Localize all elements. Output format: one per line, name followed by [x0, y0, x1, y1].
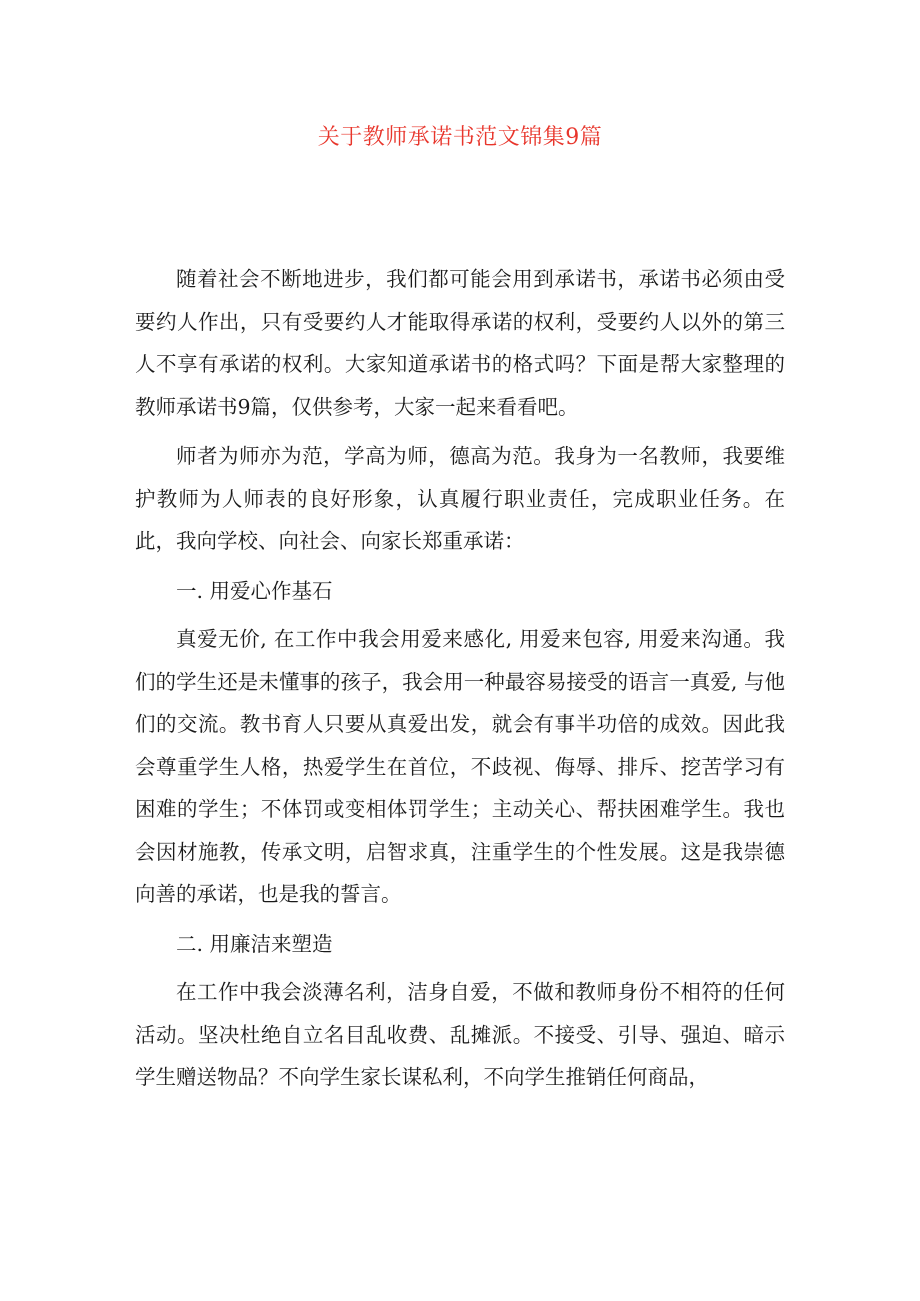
section-2-paragraph: 在工作中我会淡薄名利，洁身自爱，不做和教师身份不相符的任何活动。坚决杜绝自立名目乱收费、乱摊派。不接受、引导、强迫、暗示学生赠送物品？不向学生家长谋私利，不向学生推销任何商品， — [135, 980, 785, 1089]
document-body — [135, 258, 785, 1106]
document-title: 关于教师承诺书范文锦集9篇 — [317, 125, 603, 150]
section-heading-2: 二. 用廉洁来塑造 — [176, 931, 333, 956]
pledge-paragraph: 师者为师亦为范，学高为师，德高为范。我身为一名教师，我要维护教师为人师表的良好形象，认真履行职业责任，完成职业任务。在此，我向学校、向社会、向家长郑重承诺： — [135, 444, 785, 553]
intro-paragraph: 随着社会不断地进步，我们都可能会用到承诺书，承诺书必须由受要约人作出，只有受要约人才能取得承诺的权利，受要约人以外的第三人不享有承诺的权利。大家知道承诺书的格式吗？下面是帮大家整理的教师承诺书9篇，仅供参考，大家一起来看看吧。 — [135, 267, 785, 419]
section-1-paragraph: 真爱无价, 在工作中我会用爱来感化, 用爱来包容, 用爱来沟通。我们的学生还是未懂事的孩子，我会用一种最容易接受的语言一真爱, 与他们的交流。教书育人只要从真爱出发，就会有事半功倍的成效。因此我会尊重学生人格，热爱学生在首位，不歧视、侮辱、排斥、挖苦学习有困难的学生；不体罚或变相体罚学生；主动关心、帮扶困难学生。我也会因材施教，传承文明，启智求真，注重学生的个性发展。这是我崇德向善的承诺，也是我的誓言。 — [135, 627, 785, 906]
section-heading-1: 一. 用爱心作基石 — [176, 578, 333, 603]
